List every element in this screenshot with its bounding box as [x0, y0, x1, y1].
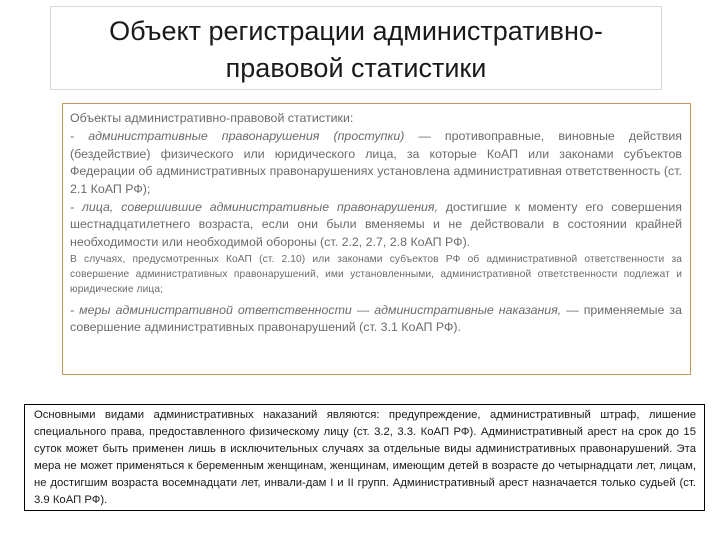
slide-title-line2: правовой статистики — [225, 53, 487, 83]
objects-text-box — [62, 103, 691, 375]
objects-note-legal-entities: В случаях, предусмотренных КоАП (ст. 2.10) или законами субъектов РФ об административной ответственности за совершение административных правонарушений, ими установленными, административной ответственности подлежат и юридические лица; — [70, 254, 682, 295]
objects-item-offenses-text: — противоправные, виновные действия (бездействие) физического или юридического лица, за которые КоАП или законами субъектов Федерации об административных правонарушениях установлена административная ответственность (ст. 2.1 КоАП РФ); — [70, 129, 682, 196]
slide-title-line1: Объект регистрации административно- — [109, 16, 603, 46]
objects-item-persons-term: - лица, совершившие административные правонарушения, — [70, 200, 438, 215]
slide-title-box — [50, 6, 662, 90]
objects-item-measures — [70, 302, 682, 337]
objects-item-persons — [70, 199, 682, 251]
objects-intro: Объекты административно-правовой статистики: — [70, 111, 354, 125]
punishment-kinds-box — [24, 404, 705, 511]
objects-item-offenses — [70, 128, 682, 198]
objects-item-measures-text: — применяемые за совершение административных правонарушений (ст. 3.1 КоАП РФ). — [70, 302, 683, 335]
objects-item-measures-term: - меры административной ответственности — административные наказания, — [70, 302, 562, 317]
objects-item-persons-text: достигшие к моменту его совершения шестнадцатилетнего возраста, если они были вменяемы и не действовали в состоянии крайней необходимости или необходимой обороны (ст. 2.2, 2.7, 2.8 КоАП РФ). — [70, 200, 682, 249]
punishment-kinds-text: Основными видами административных наказаний являются: предупреждение, административный штраф, лишение специального права, предоставленного физическому лицу (ст. 3.2, 3.3. КоАП РФ). Административный арест на срок до 15 суток может быть применен лишь в исключительных случаях за отдельные виды административных правонарушений. Эта мера не может применяться к беременным женщинам, женщинам, имеющим детей в возрасте до четырнадцати лет, лицам, не достигшим возраста восемнадцати лет, инвали-дам I и II групп. Административный арест назначается только судьей (ст. 3.9 КоАП РФ). — [34, 409, 696, 506]
objects-item-offenses-term: - административные правонарушения (проступки) — [70, 129, 405, 144]
slide-title — [51, 7, 661, 87]
